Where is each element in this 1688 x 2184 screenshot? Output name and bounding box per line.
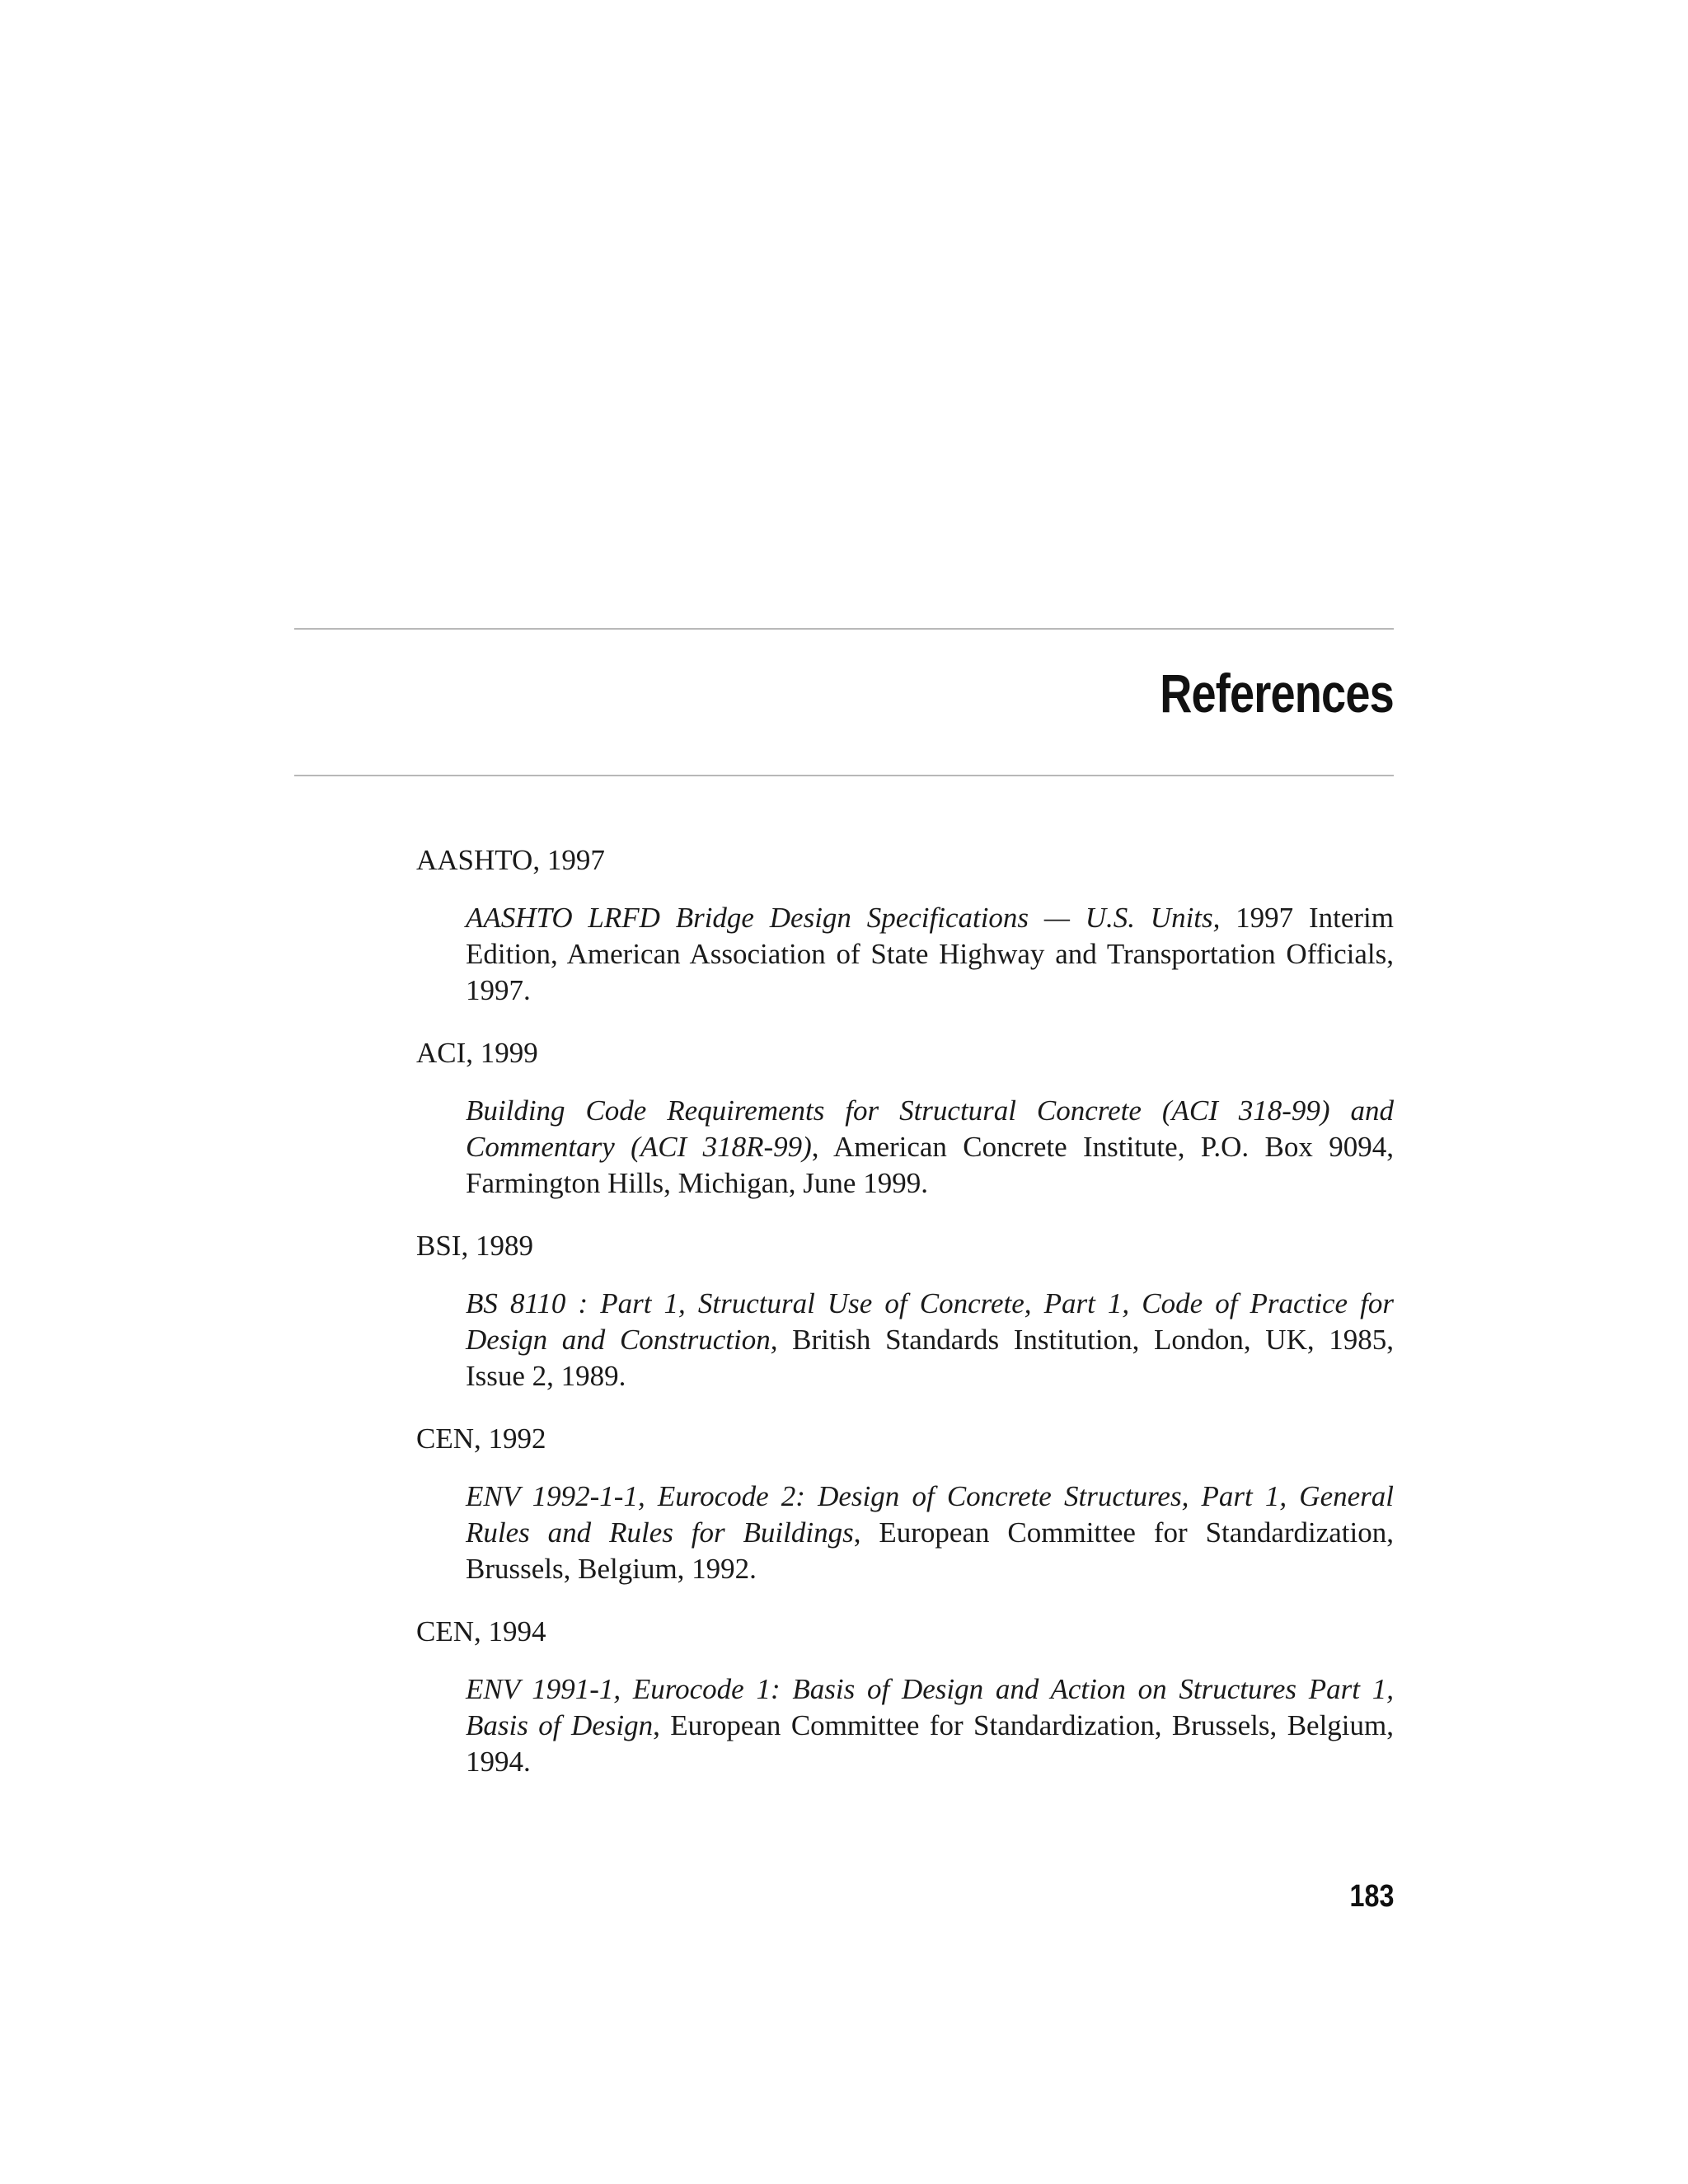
reference-details: , European Committee for Standardization, Brussels, Belgium, 1994. [466, 1709, 1394, 1778]
reference-body [466, 1479, 1394, 1587]
reference-key: AASHTO, 1997 [416, 844, 605, 876]
reference-details: , American Concrete Institute, P.O. Box 9094, Farmington Hills, Michigan, June 1999. [466, 1131, 1394, 1199]
reference-key: CEN, 1992 [416, 1422, 546, 1455]
reference-details: , European Committee for Standardization, Brussels, Belgium, 1992. [466, 1516, 1394, 1585]
reference-entry [416, 1421, 1394, 1587]
reference-key: CEN, 1994 [416, 1615, 546, 1647]
reference-entry [416, 842, 1394, 1009]
reference-details: British Standards Institution, London, UK, 1985, Issue 2, 1989. [466, 1324, 1394, 1392]
header-rule-bottom [294, 775, 1394, 776]
reference-key: BSI, 1989 [416, 1230, 533, 1262]
reference-details: 1997 Interim Edition, American Association of State Highway and Transportation Officials, 1997. [466, 902, 1394, 1006]
reference-title: ENV 1991-1, Eurocode 1: Basis of Design and Action on Structures Part 1, Basis of Design [466, 1673, 1394, 1741]
reference-body [466, 1286, 1394, 1394]
reference-title: BS 8110 : Part 1, Structural Use of Concrete, Part 1, Code of Practice for Design and Construction, [466, 1287, 1394, 1356]
reference-entry [416, 1228, 1394, 1394]
chapter-title: References [1160, 663, 1394, 724]
reference-entry [416, 1035, 1394, 1202]
header-rule-top [294, 628, 1394, 630]
reference-title: ENV 1992-1-1, Eurocode 2: Design of Concrete Structures, Part 1, General Rules and Rules for Buildings [466, 1480, 1394, 1549]
reference-title: Building Code Requirements for Structural Concrete (ACI 318-99) and Commentary (ACI 318R-99) [466, 1094, 1394, 1163]
reference-entry [416, 1614, 1394, 1780]
reference-key: ACI, 1999 [416, 1037, 538, 1069]
reference-title: AASHTO LRFD Bridge Design Specifications — U.S. Units, [466, 902, 1221, 934]
reference-body [466, 1093, 1394, 1202]
page-number: 183 [1349, 1879, 1394, 1914]
reference-body [466, 900, 1394, 1009]
reference-list [416, 842, 1394, 1807]
reference-body [466, 1671, 1394, 1780]
